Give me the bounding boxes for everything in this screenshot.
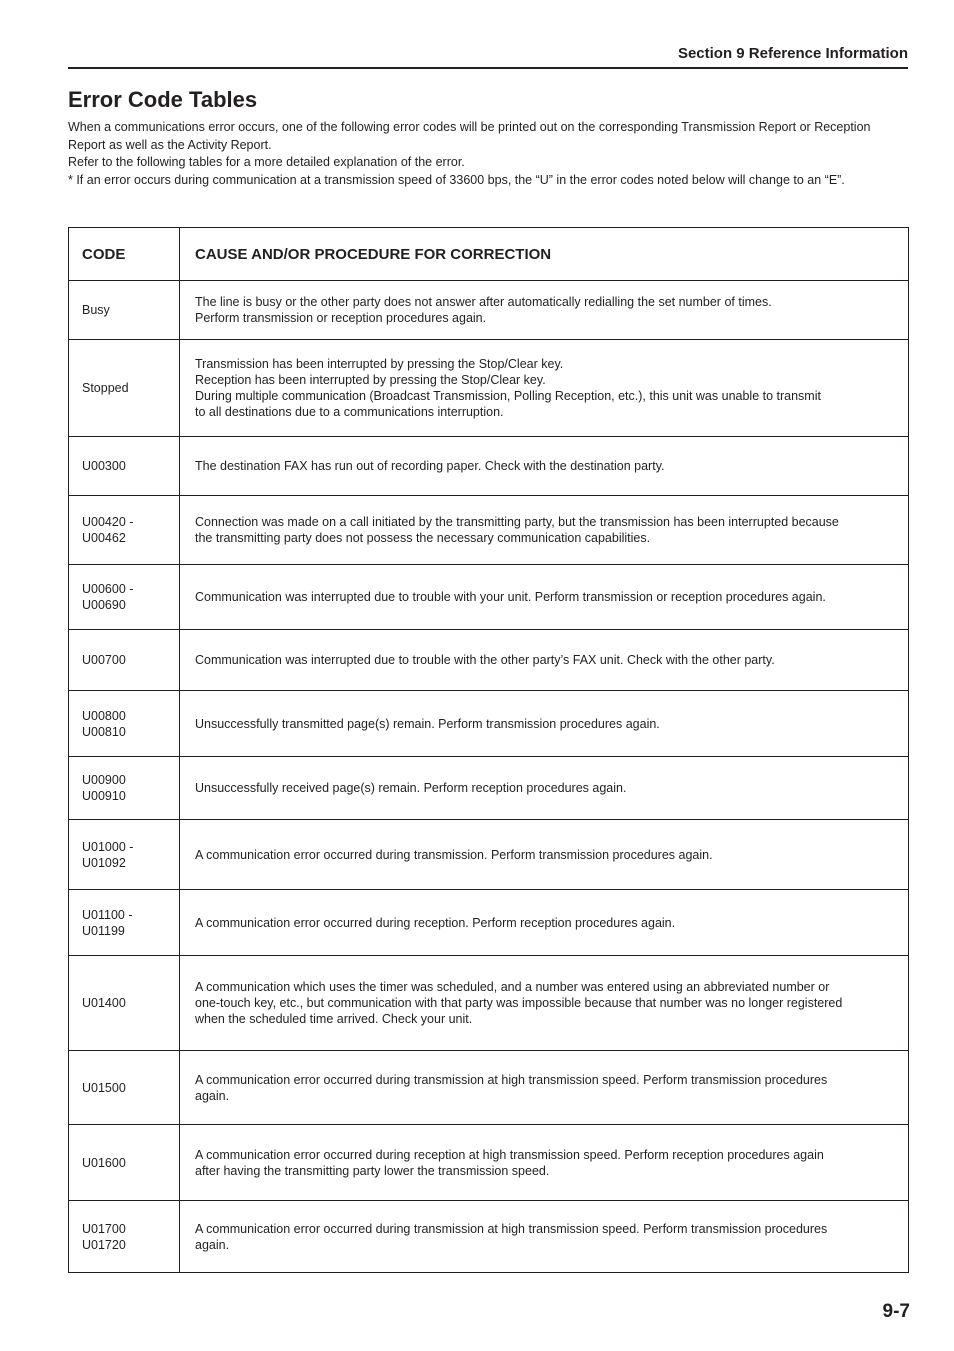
cause-cell [180, 1051, 909, 1125]
cause-text: A communication which uses the timer was scheduled, and a number was entered using an abbreviated number or [195, 980, 830, 994]
cause-cell [180, 956, 909, 1051]
cause-text: to all destinations due to a communications interruption. [195, 405, 504, 419]
cause-text: again. [195, 1088, 230, 1103]
intro-line: * If an error occurs during communication at a transmission speed of 33600 bps, the “U” in the error codes noted below will change to an “E”. [68, 172, 845, 187]
intro-line: Refer to the following tables for a more detailed explanation of the error. [68, 155, 465, 169]
cause-text: Communication was interrupted due to trouble with the other party’s FAX unit. Check with the other party. [195, 653, 775, 667]
table-row [69, 1201, 909, 1273]
error-code-cell [69, 565, 180, 630]
cause-cell [180, 281, 909, 340]
error-code: U00300 [82, 459, 126, 473]
error-code-cell [69, 757, 180, 820]
cause-text: Unsuccessfully received page(s) remain. Perform reception procedures again. [195, 781, 627, 795]
error-code: U00900 [82, 773, 126, 787]
error-code: U00462 [82, 531, 126, 545]
error-code-cell [69, 691, 180, 757]
cause-text: A communication error occurred during reception. Perform reception procedures again. [195, 915, 676, 930]
table-row [69, 956, 909, 1051]
cause-text: A communication error occurred during transmission. Perform transmission procedures again. [195, 847, 713, 862]
table-row [69, 565, 909, 630]
error-code-cell [69, 437, 180, 496]
cause-text: Transmission has been interrupted by pressing the Stop/Clear key. [195, 357, 564, 371]
table-row [69, 1125, 909, 1201]
intro-line: When a communications error occurs, one of the following error codes will be printed out on the corresponding Transmission Report or Reception [68, 120, 871, 134]
header-code: CODE [69, 228, 180, 281]
cause-cell [180, 496, 909, 565]
error-code-cell [69, 340, 180, 437]
cause-cell [180, 1201, 909, 1273]
error-code: U01400 [82, 996, 126, 1010]
cause-text: Communication was interrupted due to trouble with your unit. Perform transmission or reception procedures again. [195, 590, 826, 604]
table-row [69, 691, 909, 757]
error-code-cell [69, 496, 180, 565]
error-code: U00910 [82, 789, 126, 803]
error-code-cell [69, 1051, 180, 1125]
page-number: 9-7 [882, 1301, 910, 1322]
page-header [68, 44, 908, 69]
error-code-cell [69, 630, 180, 691]
error-code-cell [69, 1125, 180, 1201]
error-code: U00420 - [82, 515, 134, 529]
header-cause: CAUSE AND/OR PROCEDURE FOR CORRECTION [180, 228, 909, 281]
cause-text: Connection was made on a call initiated by the transmitting party, but the transmission has been interrupted because [195, 515, 839, 529]
error-code: U00600 - [82, 582, 134, 596]
table-row [69, 340, 909, 437]
error-code: U01100 - [82, 907, 133, 922]
cause-text: when the scheduled time arrived. Check your unit. [195, 1012, 473, 1026]
error-code: U01720 [82, 1237, 126, 1252]
cause-text: A communication error occurred during reception at high transmission speed. Perform reception procedures again [195, 1147, 824, 1162]
table-row [69, 630, 909, 691]
error-code-cell [69, 1201, 180, 1273]
cause-text: Unsuccessfully transmitted page(s) remain. Perform transmission procedures again. [195, 716, 660, 731]
cause-text: after having the transmitting party lower the transmission speed. [195, 1163, 550, 1178]
cause-text: During multiple communication (Broadcast Transmission, Polling Reception, etc.), this unit was unable to transmit [195, 389, 821, 403]
cause-text: The line is busy or the other party does not answer after automatically redialling the set number of times. [195, 295, 772, 309]
error-code: U00700 [82, 653, 126, 667]
error-code: U00810 [82, 724, 126, 739]
error-code-cell [69, 281, 180, 340]
error-code-cell [69, 956, 180, 1051]
section-title: Section 9 Reference Information [677, 45, 908, 62]
cause-cell [180, 820, 909, 890]
error-code: Stopped [82, 381, 129, 395]
error-code: U01000 - [82, 839, 134, 854]
error-code: Busy [82, 303, 110, 317]
cause-text: A communication error occurred during transmission at high transmission speed. Perform transmission procedures [195, 1221, 828, 1236]
error-code: U01500 [82, 1080, 126, 1095]
error-code-table [68, 227, 909, 1273]
table-row [69, 1051, 909, 1125]
table-row [69, 890, 909, 956]
table-row [69, 437, 909, 496]
table-row [69, 820, 909, 890]
cause-cell [180, 757, 909, 820]
error-code: U01092 [82, 855, 126, 870]
error-code-cell [69, 820, 180, 890]
table-header-row [69, 228, 909, 281]
cause-text: Reception has been interrupted by pressing the Stop/Clear key. [195, 373, 546, 387]
intro-text [68, 119, 908, 189]
table-row [69, 757, 909, 820]
table-body [69, 281, 909, 1273]
error-code: U00800 [82, 708, 126, 723]
cause-text: one-touch key, etc., but communication with that party was impossible because that number was no longer registered [195, 996, 843, 1010]
cause-cell [180, 340, 909, 437]
error-code: U01199 [82, 923, 125, 938]
page-title: Error Code Tables [68, 87, 258, 112]
cause-cell [180, 691, 909, 757]
table-row [69, 496, 909, 565]
error-code: U01700 [82, 1221, 126, 1236]
cause-cell [180, 890, 909, 956]
cause-cell [180, 630, 909, 691]
error-code-cell [69, 890, 180, 956]
error-code: U01600 [82, 1155, 126, 1170]
intro-line: Report as well as the Activity Report. [68, 137, 272, 152]
cause-cell [180, 1125, 909, 1201]
cause-text: Perform transmission or reception procedures again. [195, 311, 487, 325]
table-row [69, 281, 909, 340]
cause-text: the transmitting party does not possess the necessary communication capabilities. [195, 531, 651, 545]
cause-cell [180, 565, 909, 630]
cause-text: A communication error occurred during transmission at high transmission speed. Perform transmission procedures [195, 1072, 828, 1087]
cause-text: again. [195, 1237, 230, 1252]
cause-text: The destination FAX has run out of recording paper. Check with the destination party. [195, 459, 665, 473]
cause-cell [180, 437, 909, 496]
error-code: U00690 [82, 598, 126, 612]
